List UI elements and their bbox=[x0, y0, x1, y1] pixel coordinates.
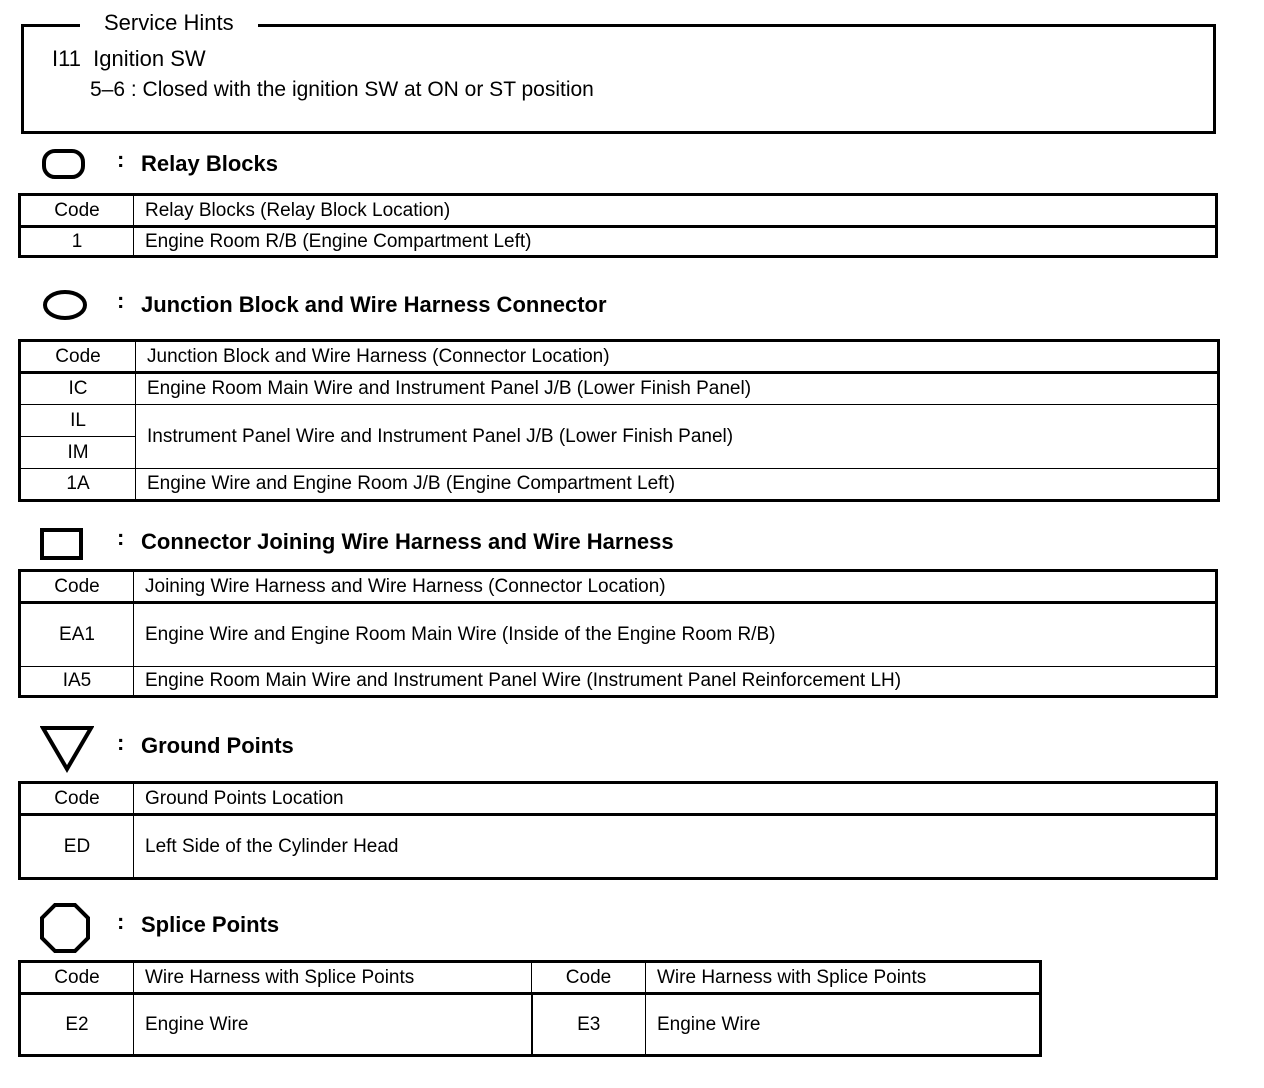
row-code: IM bbox=[20, 437, 136, 469]
table-header-row bbox=[20, 571, 1217, 603]
table-row bbox=[20, 815, 1217, 879]
table-row bbox=[20, 373, 1219, 405]
row-text: Engine Room Main Wire and Instrument Panel J/B (Lower Finish Panel) bbox=[136, 373, 1219, 405]
ground-points-table bbox=[18, 781, 1218, 880]
service-hints-item: I11 Ignition SW bbox=[52, 46, 206, 71]
relay-block-symbol-icon bbox=[40, 145, 88, 185]
row-code: IC bbox=[20, 373, 136, 405]
junction-blocks-table bbox=[18, 339, 1220, 502]
row-code-2: E3 bbox=[532, 994, 646, 1056]
row-code: 1A bbox=[20, 469, 136, 501]
splice-point-symbol-icon bbox=[38, 901, 92, 955]
row-text: Engine Room R/B (Engine Compartment Left) bbox=[134, 227, 1217, 257]
connectors-title: Connector Joining Wire Harness and Wire Harness bbox=[141, 529, 674, 554]
table-header-row bbox=[20, 341, 1219, 373]
row-code: ED bbox=[20, 815, 134, 879]
table-row bbox=[20, 469, 1219, 501]
connectors-colon: : bbox=[117, 525, 125, 550]
row-text: Left Side of the Cylinder Head bbox=[134, 815, 1217, 879]
junction-blocks-title: Junction Block and Wire Harness Connector bbox=[141, 292, 607, 317]
relay-blocks-title: Relay Blocks bbox=[141, 151, 278, 176]
junction-blocks-colon: : bbox=[117, 288, 125, 313]
table-header-row bbox=[20, 195, 1217, 227]
table-row bbox=[20, 405, 1219, 437]
relay-blocks-colon: : bbox=[117, 147, 125, 172]
header-location: Relay Blocks (Relay Block Location) bbox=[134, 195, 1217, 227]
table-header-row bbox=[20, 962, 1041, 994]
header-location: Joining Wire Harness and Wire Harness (Connector Location) bbox=[134, 571, 1217, 603]
header-code: Code bbox=[20, 571, 134, 603]
ground-points-colon: : bbox=[117, 730, 125, 755]
table-header-row bbox=[20, 783, 1217, 815]
table-row bbox=[20, 994, 1041, 1056]
row-code: IA5 bbox=[20, 667, 134, 697]
ground-point-symbol-icon bbox=[40, 724, 94, 774]
row-code: EA1 bbox=[20, 603, 134, 667]
row-code: IL bbox=[20, 405, 136, 437]
row-code: 1 bbox=[20, 227, 134, 257]
table-row bbox=[20, 603, 1217, 667]
row-text: Engine Room Main Wire and Instrument Panel Wire (Instrument Panel Reinforcement LH) bbox=[134, 667, 1217, 697]
row-text: Engine Wire and Engine Room Main Wire (Inside of the Engine Room R/B) bbox=[134, 603, 1217, 667]
connector-symbol-icon bbox=[38, 526, 86, 566]
splice-points-title: Splice Points bbox=[141, 912, 280, 937]
row-text: Instrument Panel Wire and Instrument Panel J/B (Lower Finish Panel) bbox=[136, 405, 1219, 469]
splice-points-table bbox=[18, 960, 1042, 1057]
service-hints-description: 5–6 : Closed with the ignition SW at ON or ST position bbox=[90, 78, 594, 101]
table-row bbox=[20, 227, 1217, 257]
ground-points-title: Ground Points bbox=[141, 733, 294, 758]
header-wire-harness-2: Wire Harness with Splice Points bbox=[646, 962, 1041, 994]
header-location: Ground Points Location bbox=[134, 783, 1217, 815]
header-code: Code bbox=[20, 962, 134, 994]
row-text: Engine Wire bbox=[134, 994, 532, 1056]
service-hints-title: Service Hints bbox=[80, 10, 258, 36]
junction-block-symbol-icon bbox=[42, 285, 90, 325]
connectors-table bbox=[18, 569, 1218, 698]
relay-blocks-table bbox=[18, 193, 1218, 258]
header-code: Code bbox=[20, 341, 136, 373]
row-text-2: Engine Wire bbox=[646, 994, 1041, 1056]
header-wire-harness: Wire Harness with Splice Points bbox=[134, 962, 532, 994]
row-code: E2 bbox=[20, 994, 134, 1056]
header-code: Code bbox=[20, 783, 134, 815]
header-location: Junction Block and Wire Harness (Connector Location) bbox=[136, 341, 1219, 373]
splice-points-colon: : bbox=[117, 909, 125, 934]
header-code: Code bbox=[20, 195, 134, 227]
table-row bbox=[20, 667, 1217, 697]
row-text: Engine Wire and Engine Room J/B (Engine Compartment Left) bbox=[136, 469, 1219, 501]
header-code-2: Code bbox=[532, 962, 646, 994]
